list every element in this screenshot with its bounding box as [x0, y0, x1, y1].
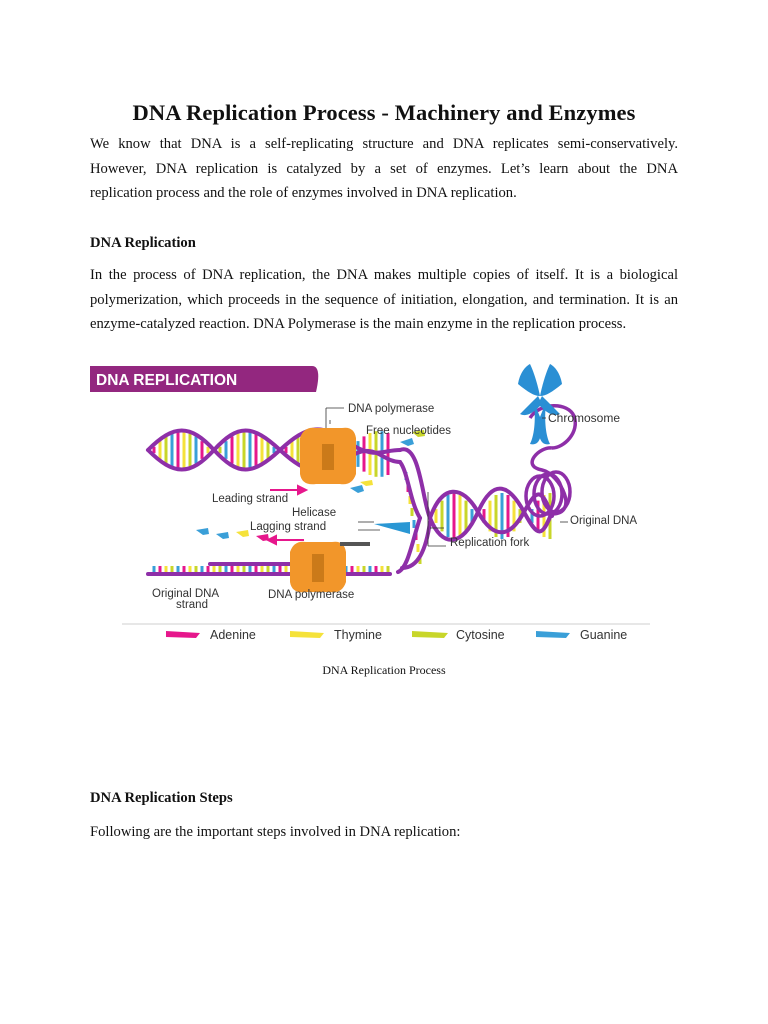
legend-swatch-thymine — [290, 631, 324, 638]
legend-label-adenine: Adenine — [210, 628, 256, 642]
legend — [166, 628, 627, 642]
label-original-dna-right: Original DNA — [570, 515, 638, 527]
legend-label-cytosine: Cytosine — [456, 628, 505, 642]
label-lagging-strand: Lagging strand — [250, 521, 327, 533]
dna-polymerase-top — [300, 428, 356, 485]
label-dna-polymerase-top: DNA polymerase — [348, 403, 435, 415]
section1-line-1: In the process of DNA replication, the DNA makes multiple copies of itself. It is a biological — [90, 267, 678, 283]
legend-swatch-adenine — [166, 631, 200, 638]
section-heading-dna-replication: DNA Replication — [90, 235, 196, 251]
label-chromosome: Chromosome — [548, 411, 621, 425]
label-leading-strand: Leading strand — [212, 493, 289, 505]
legend-label-thymine: Thymine — [334, 628, 382, 642]
label-free-nucleotides: Free nucleotides — [366, 425, 452, 437]
section-heading-replication-steps: DNA Replication Steps — [90, 790, 233, 806]
legend-label-guanine: Guanine — [580, 628, 628, 642]
figure-banner-text: DNA REPLICATION — [96, 372, 238, 389]
page-title: DNA Replication Process - Machinery and Enzymes — [132, 100, 636, 125]
label-replication-fork: Replication fork — [450, 537, 530, 549]
section2-line-1: Following are the important steps involved in DNA replication: — [90, 824, 461, 840]
dna-replication-figure — [90, 362, 680, 650]
section1-line-3: enzyme-catalyzed reaction. DNA Polymerase is the main enzyme in the replication process. — [90, 316, 627, 332]
intro-line-2: However, DNA replication is catalyzed by a set of enzymes. Let’s learn about the DNA — [90, 160, 678, 177]
label-dna-polymerase-bottom: DNA polymerase — [268, 589, 355, 601]
replication-steps-paragraph — [90, 820, 678, 845]
dna-replication-paragraph — [90, 263, 678, 337]
legend-swatch-cytosine — [412, 631, 448, 638]
label-original-dna-strand-2: strand — [176, 599, 208, 611]
intro-paragraph — [90, 132, 678, 206]
section1-line-2: polymerization, which proceeds in the sequence of initiation, elongation, and termination. It is an — [90, 291, 678, 308]
helicase-icon — [374, 522, 410, 534]
intro-line-1: We know that DNA is a self-replicating structure and DNA replicates semi-conservatively. — [90, 136, 678, 152]
label-original-dna-strand-1: Original DNA — [152, 588, 220, 600]
label-helicase: Helicase — [292, 507, 337, 519]
intro-line-3: replication process and the role of enzymes involved in DNA replication. — [90, 185, 517, 201]
figure-caption: DNA Replication Process — [322, 663, 446, 677]
legend-swatch-guanine — [536, 631, 570, 638]
